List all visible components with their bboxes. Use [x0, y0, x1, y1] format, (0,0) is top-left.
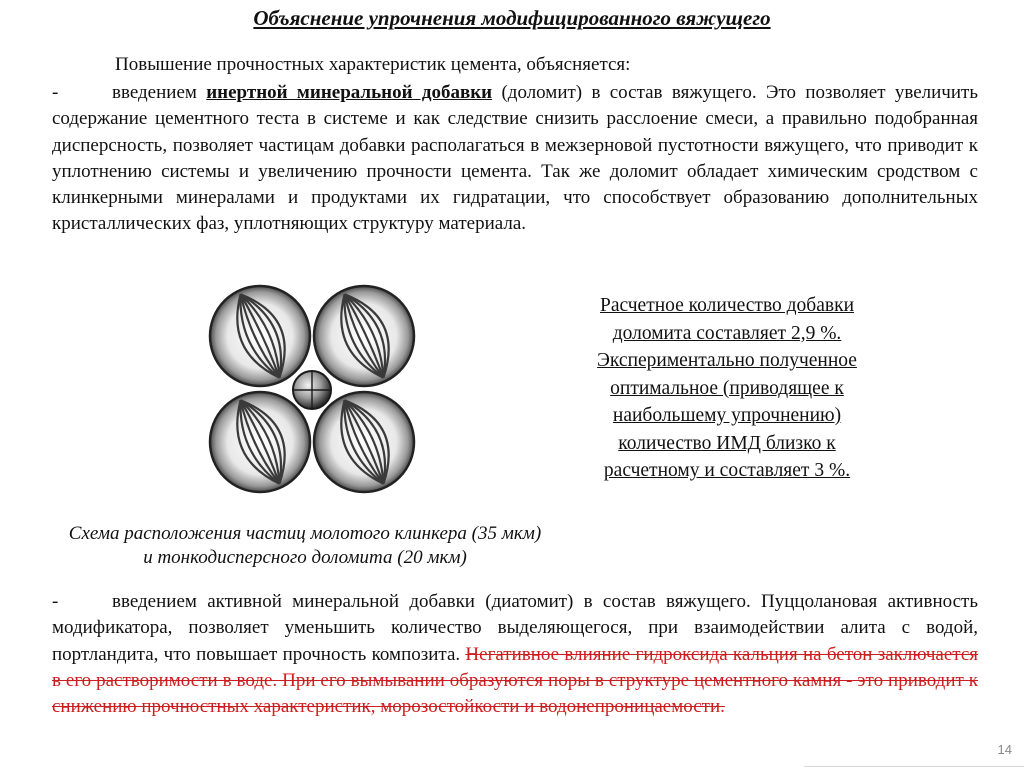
paragraph-active-additive: [52, 589, 978, 720]
bullet-dash: -: [52, 82, 59, 103]
clinker-particle-top-right: [314, 285, 414, 386]
intro-text: Повышение прочностных характеристик цемента, объясняется:: [115, 54, 631, 75]
bullet-dash: -: [52, 591, 59, 612]
particle-diagram: [206, 280, 418, 496]
clinker-particle-bottom-right: [314, 391, 414, 492]
clinker-particle-top-left: [210, 285, 310, 386]
paragraph-inert-additive: [52, 80, 978, 238]
note-line: Экспериментально полученное: [597, 350, 857, 371]
note-line: оптимальное (приводящее к: [610, 377, 844, 399]
paragraph-body: (доломит) в состав вяжущего. Это позволяет увеличить содержание цементного теста в системе и как следствие снизить расслоение смеси, а правильно подобранная дисперсность, позволяет частицам добавки располагаться в межзерновой пустотности вяжущего, что приводит к уплотнению системы и увеличению прочности цемента. Так же доломит обладает химическим сродством с клинкерными минералами и продуктами их гидратации, что способствует образованию дополнительных кристаллических фаз, уплотняющих структуру материала.: [52, 82, 978, 235]
key-term: инертной минеральной добавки: [206, 82, 493, 103]
dolomite-particle-center: [293, 371, 331, 409]
paragraph-body: введением активной минеральной добавки (диатомит) в состав вяжущего. Пуццолановая активность модификатора, позволяет уменьшить количество выделяющегося, при взаимодействии алита с водой, портландита, что повышает прочность композита.: [52, 591, 978, 665]
note-line: доломита составляет 2,9 %.: [612, 322, 842, 344]
paragraph-lead: введением: [112, 82, 207, 103]
struck-text: Негативное влияние гидроксида кальция на бетон заключается в его растворимости в воде. При его вымывании образуются поры в структуре цементного камня - это приводит к снижению прочностных характеристик, морозостойкости и водонепроницаемости.: [52, 643, 978, 718]
figure-caption-line2: и тонкодисперсного доломита (20 мкм): [143, 547, 467, 568]
slide-title: Объяснение упрочнения модифицированного вяжущего: [253, 6, 771, 30]
note-line: Расчетное количество добавки: [599, 295, 855, 316]
note-line: расчетному и составляет 3 %.: [603, 460, 851, 481]
note-line: наибольшему упрочнению): [612, 405, 842, 426]
figure-caption-line1: Схема расположения частиц молотого клинкера (35 мкм): [68, 523, 542, 544]
note-line: количество ИМД близко к: [618, 432, 836, 454]
page-number: 14: [997, 742, 1012, 757]
clinker-particle-bottom-left: [210, 391, 310, 492]
calculation-note: [560, 292, 894, 485]
